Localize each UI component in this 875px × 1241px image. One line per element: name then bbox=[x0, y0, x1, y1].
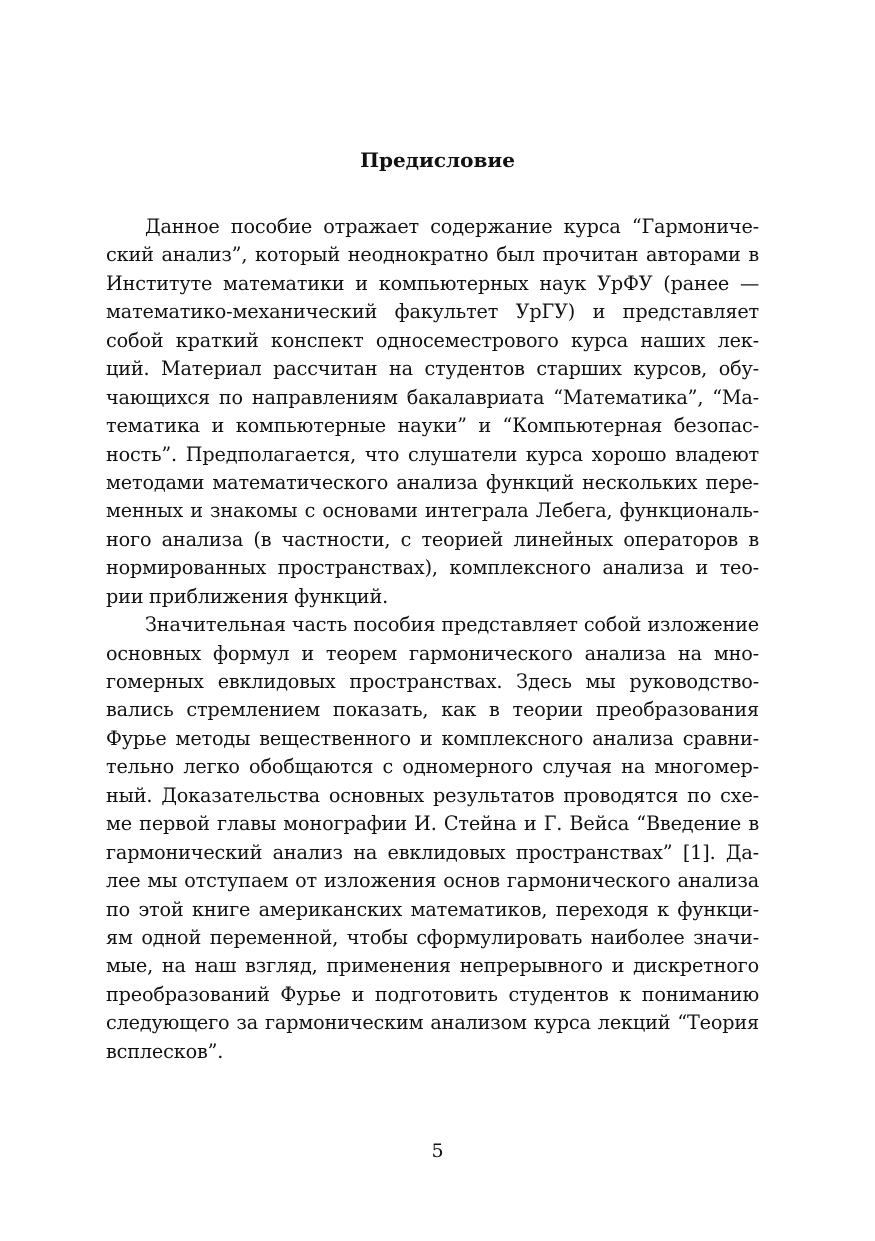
text-line: ме первой главы монографии И. Стейна и Г. Вейса “Введение в bbox=[106, 812, 759, 836]
text-line: ность”. Предполагается, что слушатели курса хорошо владеют bbox=[106, 442, 759, 466]
text-line: преобразований Фурье и подготовить студентов к пониманию bbox=[106, 982, 759, 1006]
text-line: вались стремлением показать, как в теории преобразования bbox=[106, 698, 759, 722]
text-line: чающихся по направлениям бакалавриата “Математика”, “Ма- bbox=[106, 385, 759, 409]
text-line: Фурье методы вещественного и комплексного анализа сравни- bbox=[106, 726, 759, 750]
paragraph-2 bbox=[106, 611, 759, 1066]
text-line: гомерных евклидовых пространствах. Здесь мы руководство- bbox=[106, 670, 759, 693]
text-line: математико-механический факультет УрГУ) и представляет bbox=[106, 300, 759, 324]
text-line: Институте математики и компьютерных наук УрФУ (ранее — bbox=[106, 271, 759, 295]
text-line: рии приближения функций. bbox=[106, 584, 389, 608]
text-line: всплесков”. bbox=[106, 1039, 224, 1063]
text-line: собой краткий конспект односеместрового курса наших лек- bbox=[106, 328, 759, 352]
text-line: ям одной переменной, чтобы сформулировать наиболее значи- bbox=[106, 925, 759, 949]
text-line: лее мы отступаем от изложения основ гармонического анализа bbox=[106, 869, 759, 893]
body-text bbox=[106, 213, 759, 1066]
text-line: ного анализа (в частности, с теорией линейных операторов в bbox=[106, 527, 759, 551]
text-line: основных формул и теорем гармонического анализа на мно- bbox=[106, 641, 759, 665]
text-line: мые, на наш взгляд, применения непрерывного и дискретного bbox=[106, 954, 759, 978]
text-line: менных и знакомы с основами интеграла Лебега, функциональ- bbox=[106, 499, 759, 523]
text-line: ный. Доказательства основных результатов проводятся по схе- bbox=[106, 783, 759, 807]
text-line: ций. Материал рассчитан на студентов старших курсов, обу- bbox=[106, 357, 759, 381]
text-line: тельно легко обобщаются с одномерного случая на многомер- bbox=[106, 755, 759, 779]
text-line: по этой книге американских математиков, переходя к функци- bbox=[106, 897, 759, 921]
text-line: нормированных пространствах), комплексного анализа и тео- bbox=[106, 556, 759, 580]
text-line: методами математического анализа функций нескольких пере- bbox=[106, 470, 759, 494]
text-line: тематика и компьютерные науки” и “Компьютерная безопас- bbox=[106, 414, 759, 438]
page-title: Предисловие bbox=[360, 148, 515, 172]
text-line: ский анализ”, который неоднократно был прочитан авторами в bbox=[106, 243, 759, 267]
text-line: гармонический анализ на евклидовых пространствах” [1]. Да- bbox=[106, 840, 759, 864]
text-line: Данное пособие отражает содержание курса “Гармониче- bbox=[145, 215, 759, 238]
text-line: следующего за гармоническим анализом курса лекций “Теория bbox=[106, 1011, 759, 1035]
page-number: 5 bbox=[431, 1140, 444, 1162]
text-line: Значительная часть пособия представляет собой изложение bbox=[145, 613, 759, 637]
paragraph-1 bbox=[106, 213, 759, 611]
